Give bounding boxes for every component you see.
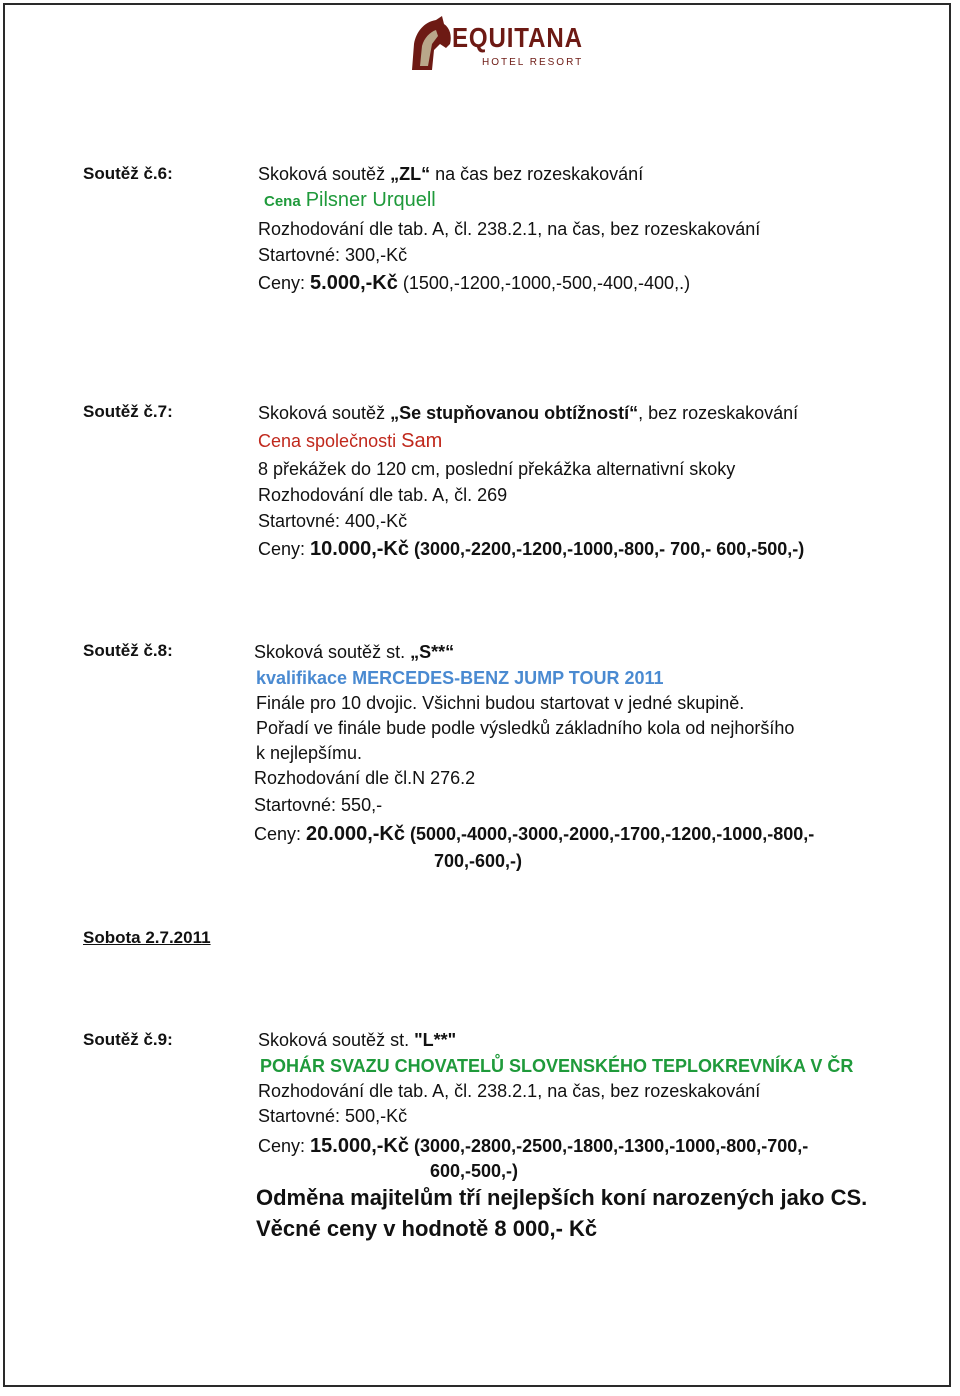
ceny-detail: (5000,-4000,-3000,-2000,-1700,-1200,-1000,-800,- (405, 824, 815, 844)
competition-8-label: Soutěž č.8: (83, 641, 173, 660)
cena-word: Cena (264, 193, 301, 210)
competition-9-label: Soutěž č.9: (83, 1030, 173, 1049)
quote-close: “ (629, 403, 639, 423)
title-name: S** (419, 642, 446, 662)
ceny-detail: (3000,-2200,-1200,-1000,-800,- 700,- 600,-500,-) (409, 539, 805, 559)
competition-7-prizes (258, 538, 804, 560)
sponsor-name: Sam (401, 430, 443, 452)
cena-word: Cena společnosti (258, 431, 397, 451)
competition-6-title (258, 163, 643, 185)
competition-8-order-1: Pořadí ve finále bude podle výsledků základního kola od nejhoršího (256, 718, 795, 738)
competition-7-rules: Rozhodování dle tab. A, čl. 269 (258, 485, 508, 505)
competition-6-prizes (258, 272, 690, 294)
competition-7-label: Soutěž č.7: (83, 402, 173, 421)
ceny-label: Ceny: (258, 273, 311, 293)
title-prefix: Skoková soutěž (258, 164, 391, 184)
title-suffix: na čas bez rozeskakování (430, 164, 644, 184)
competition-8-prizes-cont: 700,-600,-) (434, 851, 523, 871)
ceny-amount: 10.000,-Kč (310, 538, 409, 560)
competition-9-fee: Startovné: 500,-Kč (258, 1106, 408, 1126)
equitana-logo (408, 14, 584, 76)
competition-8-rules: Rozhodování dle čl.N 276.2 (254, 768, 476, 788)
title-name: "L**" (414, 1030, 457, 1050)
quote-close: “ (445, 642, 455, 662)
competition-8-final: Finále pro 10 dvojic. Všichni budou startovat v jedné skupině. (256, 693, 745, 713)
title-name: Se stupňovanou obtížností (399, 403, 630, 423)
ceny-amount: 15.000,-Kč (310, 1135, 409, 1157)
day-heading: Sobota 2.7.2011 (83, 928, 211, 947)
ceny-detail: (3000,-2800,-2500,-1800,-1300,-1000,-800,-700,- (409, 1136, 809, 1156)
logo-subtitle: HOTEL RESORT (482, 57, 584, 68)
competition-7-fee: Startovné: 400,-Kč (258, 511, 408, 531)
sponsor-name: Pilsner Urquell (305, 189, 436, 211)
title-prefix: Skoková soutěž st. (254, 642, 411, 662)
ceny-amount: 5.000,-Kč (310, 272, 398, 294)
competition-9-title (258, 1029, 456, 1051)
competition-7-title (258, 402, 798, 424)
competition-9-prizes (258, 1135, 808, 1157)
competition-8-fee: Startovné: 550,- (254, 795, 383, 815)
competition-9-cup: POHÁR SVAZU CHOVATELŮ SLOVENSKÉHO TEPLOKREVNÍKA V ČR (260, 1056, 854, 1076)
title-prefix: Skoková soutěž st. (258, 1030, 415, 1050)
title-name: ZL (399, 164, 422, 184)
competition-6-rules: Rozhodování dle tab. A, čl. 238.2.1, na čas, bez rozeskakování (258, 219, 761, 239)
competition-9-material-prizes: Věcné ceny v hodnotě 8 000,- Kč (256, 1216, 598, 1241)
logo-brand: EQUITANA (452, 22, 583, 53)
title-prefix: Skoková soutěž (258, 403, 391, 423)
ceny-label: Ceny: (258, 1136, 311, 1156)
competition-6-label: Soutěž č.6: (83, 164, 173, 183)
competition-9-rules: Rozhodování dle tab. A, čl. 238.2.1, na čas, bez rozeskakování (258, 1081, 761, 1101)
competition-9-prizes-cont: 600,-500,-) (430, 1161, 519, 1181)
quote-open: „ (390, 403, 400, 423)
title-suffix: , bez rozeskakování (638, 403, 799, 423)
quote-close: “ (421, 164, 431, 184)
competition-9-owner-reward: Odměna majitelům tří nejlepších koní narozených jako CS. (256, 1185, 868, 1210)
ceny-amount: 20.000,-Kč (306, 823, 405, 845)
competition-6-fee: Startovné: 300,-Kč (258, 245, 408, 265)
quote-open: „ (390, 164, 400, 184)
quote-open: „ (410, 642, 420, 662)
competition-7-sponsor (258, 430, 442, 452)
ceny-label: Ceny: (258, 539, 311, 559)
ceny-label: Ceny: (254, 824, 307, 844)
competition-8-order-2: k nejlepšímu. (256, 743, 363, 763)
competition-8-title (254, 641, 454, 663)
competition-6-sponsor (264, 189, 436, 213)
competition-7-obstacles: 8 překážek do 120 cm, poslední překážka alternativní skoky (258, 459, 736, 479)
competition-8-qualification: kvalifikace MERCEDES-BENZ JUMP TOUR 2011 (256, 668, 664, 688)
ceny-detail: (1500,-1200,-1000,-500,-400,-400,.) (397, 273, 691, 293)
competition-8-prizes (254, 823, 814, 845)
